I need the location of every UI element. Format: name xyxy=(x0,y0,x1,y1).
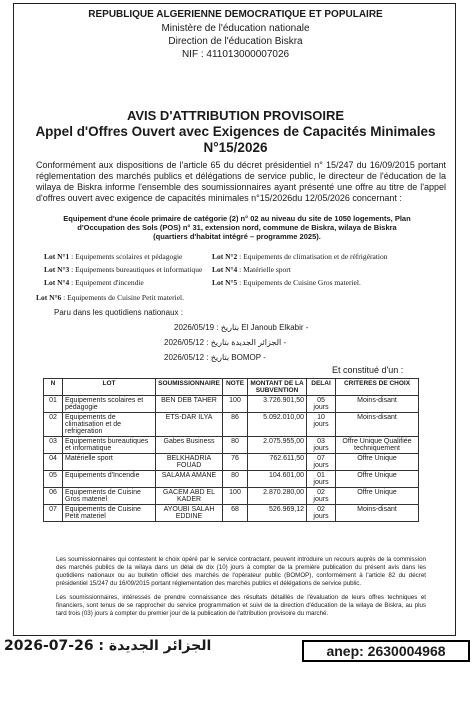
table-row xyxy=(44,437,419,454)
row-note: 76 xyxy=(223,454,248,471)
row-delay: 05 jours xyxy=(307,396,336,413)
row-note: 68 xyxy=(223,505,248,522)
row-lot: Equipements scolaires et pédagogie xyxy=(63,396,156,413)
row-n: 07 xyxy=(44,505,63,522)
header-ministry: Ministère de l'éducation nationale xyxy=(161,23,310,34)
header-nif: NIF : 411013000007026 xyxy=(181,49,290,60)
header-republic: REPUBLIQUE ALGERIENNE DEMOCRATIQUE ET POPULAIRE xyxy=(88,9,383,20)
table-row xyxy=(44,505,419,522)
row-amount: 3.726.901,50 xyxy=(248,396,307,413)
table-row xyxy=(44,471,419,488)
row-bidder: BELKHADRIA FOUAD xyxy=(156,454,223,471)
row-n: 02 xyxy=(44,413,63,437)
row-criteria: Moins-disant xyxy=(336,505,419,522)
notice-frame xyxy=(13,3,456,636)
row-criteria: Offre Unique Qualifiée techniquement xyxy=(336,437,419,454)
row-lot: Equipements bureautiques et informatique xyxy=(63,437,156,454)
attribution-table xyxy=(43,378,419,522)
lot-2: Lot N°2 : Equipements de climatisation et de réfrigération xyxy=(212,252,388,261)
row-lot: Equipements de climatisation et de refrigeration xyxy=(63,413,156,437)
row-amount: 2.075.955,00 xyxy=(248,437,307,454)
intro-paragraph: Conformément aux dispositions de l'article 65 du décret présidentiel n° 15/247 du 16/09/2015 portant réglementation des marchés publics et délégations de service public, le directeur de l'éducation de la wilaya de Biskra informe l'ensemble des soumissionnaires ayant présenté une offre au titre de l'appel d'offres ouvert avec exigence de capacités minimales n°15/2026du 12/05/2026 concernant : xyxy=(36,160,446,203)
row-lot: Equipements d'Incendie xyxy=(63,471,156,488)
project-object: Equipement d'une école primaire de catégorie (2) n° 02 au niveau du site de 1050 logements, Plan d'Occupation des Sols (POS) n° 31, extension nord, commune de Biskra, wilaya de Biskra (quartiers d'habitat intégré – programme 2025). xyxy=(63,214,411,241)
row-bidder: ETS-DAR ILYA xyxy=(156,413,223,437)
row-delay: 03 jours xyxy=(307,437,336,454)
publications-intro: Paru dans les quotidiens nationaux : xyxy=(54,308,183,317)
row-lot: Equipements de Cuisine Gros materiel xyxy=(63,488,156,505)
row-note: 86 xyxy=(223,413,248,437)
newspaper-date: الجزائر الجديدة : 26-07-2026 xyxy=(4,638,212,654)
row-amount: 762.611,50 xyxy=(248,454,307,471)
lot-1: Lot N°1 : Equipements scolaires et pédagogie xyxy=(44,252,183,261)
publication-3: 2026/05/12 : بتاريخ BOMOP - xyxy=(164,353,266,362)
row-n: 05 xyxy=(44,471,63,488)
row-bidder: BEN DEB TAHER xyxy=(156,396,223,413)
row-amount: 526.969,12 xyxy=(248,505,307,522)
row-note: 80 xyxy=(223,471,248,488)
row-n: 01 xyxy=(44,396,63,413)
table-header-row xyxy=(44,379,419,396)
row-amount: 104.601,00 xyxy=(248,471,307,488)
lot-6: Lot N°6 : Equipements de Cuisine Petit materiel. xyxy=(36,293,184,302)
table-row xyxy=(44,488,419,505)
row-n: 06 xyxy=(44,488,63,505)
header-direction: Direction de l'éducation Biskra xyxy=(168,36,303,47)
row-n: 04 xyxy=(44,454,63,471)
row-criteria: Offre Unique xyxy=(336,471,419,488)
row-note: 80 xyxy=(223,437,248,454)
row-bidder: SALAMA AMANE xyxy=(156,471,223,488)
row-delay: 02 jours xyxy=(307,488,336,505)
col-n: N xyxy=(44,379,63,396)
col-lot: LOT xyxy=(63,379,156,396)
col-delay: DELAI xyxy=(307,379,336,396)
col-note: NOTE xyxy=(223,379,248,396)
footer-results: Les soumissionnaires, intéressés de prendre connaissance des résultats détaillés de l'évaluation de leurs offres techniques et financiers, sont tenus de se rapprocher du service programmation et suivi de la direction d'éducation de la wilaya de Biskra, au plus tard trois (03) jours à compter du premier jour de la publication de l'attribution provisoire du marché. xyxy=(56,594,426,617)
notice-subtitle: Appel d'Offres Ouvert avec Exigences de Capacités Minimales xyxy=(35,124,436,139)
table-row xyxy=(44,396,419,413)
row-n: 03 xyxy=(44,437,63,454)
row-delay: 07 jours xyxy=(307,454,336,471)
row-lot: Equipements de Cuisine Petit materiel xyxy=(63,505,156,522)
publication-2: الجزائر الجديدة بتاريخ : 2026/05/12 - xyxy=(164,338,287,347)
notice-number: N°15/2026 xyxy=(203,140,268,155)
lot-4a: Lot N°4 : Matérielle sport xyxy=(212,265,291,274)
table-row xyxy=(44,454,419,471)
col-criteria: CRITERES DE CHOIX xyxy=(336,379,419,396)
lot-5: Lot N°5 : Equipements de Cuisine Gros materiel. xyxy=(212,278,361,287)
row-note: 100 xyxy=(223,488,248,505)
row-bidder: AYOUBI SALAH EDDINE xyxy=(156,505,223,522)
col-bidder: SOUMISSIONNAIRE xyxy=(156,379,223,396)
row-lot: Matérielle sport xyxy=(63,454,156,471)
notice-title: AVIS D'ATTRIBUTION PROVISOIRE xyxy=(126,108,345,123)
row-amount: 5.092.010,00 xyxy=(248,413,307,437)
row-bidder: GACEM ABD EL KADER xyxy=(156,488,223,505)
row-criteria: Offre Unique xyxy=(336,488,419,505)
row-delay: 10 jours xyxy=(307,413,336,437)
footer-recourse: Les soumissionnaires qui contestent le choix opéré par le service contractant, peuvent introduire un recours auprès de la commission des marchés publics de la wilaya dans un délai de dix (10) jours à compter de la première publication du présent avis dans les quotidiens nationaux ou au bulletin officiel des marchés de l'opérateur public (BOMOP), conformément à l'article 82 du décret présidentiel 15/247 du 16/09/2015 portant réglementation des marchés publics et délégations de service public. xyxy=(56,556,426,587)
row-criteria: Moins-disant xyxy=(336,413,419,437)
lot-3: Lot N°3 : Equipements bureautiques et informatique xyxy=(44,265,203,274)
anep-reference: anep: 2630004968 xyxy=(302,640,470,662)
row-bidder: Gabes Business xyxy=(156,437,223,454)
table-row xyxy=(44,413,419,437)
row-amount: 2.870.280,00 xyxy=(248,488,307,505)
publication-1: 2026/05/19 : بتاريخ El Janoub Elkabir - xyxy=(174,323,309,332)
row-criteria: Offre Unique xyxy=(336,454,419,471)
row-delay: 02 jours xyxy=(307,505,336,522)
col-amount: MONTANT DE LA SUBVENTION xyxy=(248,379,307,396)
row-criteria: Moins-disant xyxy=(336,396,419,413)
row-delay: 01 jours xyxy=(307,471,336,488)
constituted-label: Et constitué d'un : xyxy=(332,365,404,375)
row-note: 100 xyxy=(223,396,248,413)
lot-4b: Lot N°4 : Equipement d'incendie xyxy=(44,278,144,287)
